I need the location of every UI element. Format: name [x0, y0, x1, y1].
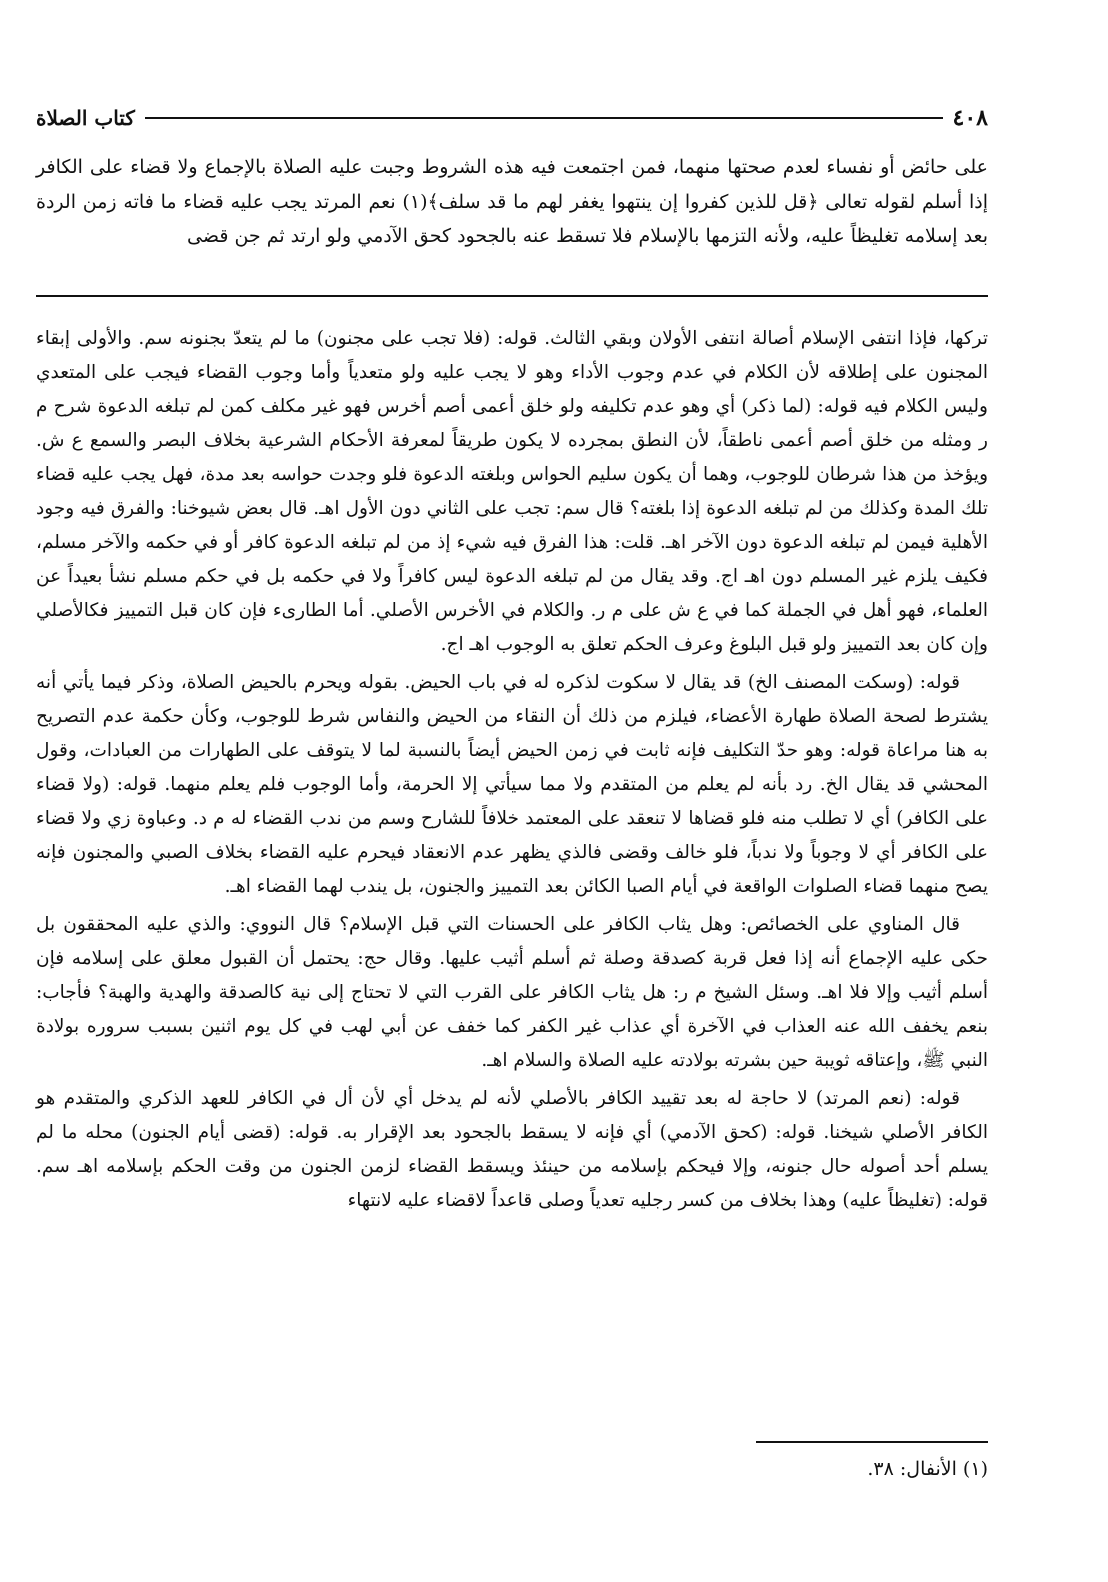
commentary-paragraph-2: قوله: (وسكت المصنف الخ) قد يقال لا سكوت لذكره له في باب الحيض. بقوله ويحرم بالحيض الصلاة، وذكر فيما يأتي أنه يشترط لصحة الصلاة طهارة الأعضاء، فيلزم من ذلك أن النقاء من الحيض والنفاس شرط للوجوب، وكأن حكمة عدم التصريح به هنا مراعاة قوله: وهو حدّ التكليف فإنه ثابت في زمن الحيض أيضاً بالنسبة لما لا يتوقف على الطهارات من العبادات، وقول المحشي قد يقال الخ. رد بأنه لم يعلم من المتقدم ولا مما سيأتي إلا الحرمة، وأما الوجوب فلم يعلم منهما. قوله: (ولا قضاء على الكافر) أي لا تطلب منه فلو قضاها لا تنعقد على المعتمد خلافاً للشارح وسم من ندب القضاء له م د. وعباوة زي ولا قضاء على الكافر أي لا وجوباً ولا ندباً، فلو خالف وقضى فالذي يظهر عدم الانعقاد فيحرم عليه القضاء بخلاف الصبي والمجنون فإنه يصح منهما قضاء الصلوات الواقعة في أيام الصبا الكائن بعد التمييز والجنون، بل يندب لهما القضاء اهـ.: [36, 672, 988, 897]
main-text-separator: [36, 295, 988, 297]
header-rule: [145, 117, 943, 119]
page-number: ٤٠٨: [952, 105, 988, 131]
main-paragraph: على حائض أو نفساء لعدم صحتها منهما، فمن اجتمعت فيه هذه الشروط وجبت عليه الصلاة بالإجماع ولا قضاء على الكافر إذا أسلم لقوله تعالى ﴿قل للذين كفروا إن ينتهوا يغفر لهم ما قد سلف﴾(١) نعم المرتد يجب عليه قضاء ما فاته زمن الردة بعد إسلامه تغليظاً عليه، ولأنه التزمها بالإسلام فلا تسقط عنه بالجحود كحق الآدمي ولو ارتد ثم جن قضى: [36, 156, 988, 247]
running-title: كتاب الصلاة: [36, 106, 135, 130]
footnote-rule: [756, 1441, 988, 1443]
footnote: (١) الأنفال: ٣٨.: [867, 1458, 988, 1480]
commentary-paragraph-4: قوله: (نعم المرتد) لا حاجة له بعد تقييد الكافر بالأصلي لأنه لم يدخل أي لأن أل في الكافر للعهد الذكري والمتقدم هو الكافر الأصلي شيخنا. قوله: (كحق الآدمي) أي فإنه لا يسقط بالجحود بعد الإقرار به. قوله: (قضى أيام الجنون) محله ما لم يسلم أحد أصوله حال جنونه، وإلا فيحكم بإسلامه من حينئذ ويسقط القضاء لزمن الجنون من وقت الحكم بإسلامه اهـ سم. قوله: (تغليظاً عليه) وهذا بخلاف من كسر رجليه تعدياً وصلى قاعداً لاقضاء عليه لانتهاء: [36, 1088, 988, 1211]
commentary: [36, 322, 988, 1222]
commentary-paragraph-3: قال المناوي على الخصائص: وهل يثاب الكافر على الحسنات التي قبل الإسلام؟ قال النووي: والذي عليه المحققون بل حكى عليه الإجماع أنه إذا فعل قربة كصدقة وصلة ثم أسلم أثيب عليها. وقال حج: يحتمل أن القبول معلق على إسلامه فإن أسلم أثيب وإلا فلا اهـ. وسئل الشيخ م ر: هل يثاب الكافر على القرب التي لا تحتاج إلى نية كالصدقة والهدية والهبة؟ فأجاب: بنعم يخفف الله عنه العذاب في الآخرة أي عذاب غير الكفر كما خفف عن أبي لهب في كل يوم اثنين بسبب سروره بولادة النبي ﷺ، وإعتاقه ثويبة حين بشرته بولادته عليه الصلاة والسلام اهـ.: [36, 914, 988, 1071]
page-header: [36, 104, 988, 132]
commentary-paragraph-1: تركها، فإذا انتفى الإسلام أصالة انتفى الأولان وبقي الثالث. قوله: (فلا تجب على مجنون) ما لم يتعدّ بجنونه سم. والأولى إبقاء المجنون على إطلاقه لأن الكلام في عدم وجوب الأداء وهو لا يجب عليه ولو متعدياً وأما وجوب القضاء فيجب على المتعدي وليس الكلام فيه قوله: (لما ذكر) أي وهو عدم تكليفه ولو خلق أعمى أصم أخرس فهو غير مكلف كمن لم تبلغه الدعوة شرح م ر ومثله من خلق أصم أعمى ناطقاً، لأن النطق بمجرده لا يكون طريقاً لمعرفة الأحكام الشرعية بخلاف البصر والسمع ع ش. ويؤخذ من هذا شرطان للوجوب، وهما أن يكون سليم الحواس وبلغته الدعوة فلو وجدت حواسه بعد مدة، فهل يجب عليه قضاء تلك المدة وكذلك من لم تبلغه الدعوة إذا بلغته؟ قال سم: تجب على الثاني دون الأول اهـ. قال بعض شيوخنا: والفرق فيه وجود الأهلية فيمن لم تبلغه الدعوة دون الآخر اهـ. قلت: هذا الفرق فيه شيء إذ من لم تبلغه الدعوة كافر أو في حكمه والآخر مسلم، فكيف يلزم غير المسلم دون اهـ اج. وقد يقال من لم تبلغه الدعوة ليس كافراً ولا في حكمه بل في حكم مسلم نشأ بعيداً عن العلماء، فهو أهل في الجملة كما في ع ش على م ر. والكلام في الأخرس الأصلي. أما الطارىء فإن كان قبل التمييز فكالأصلي وإن كان بعد التمييز ولو قبل البلوغ وعرف الحكم تعلق به الوجوب اهـ اج.: [36, 328, 988, 655]
main-text: [36, 150, 988, 258]
